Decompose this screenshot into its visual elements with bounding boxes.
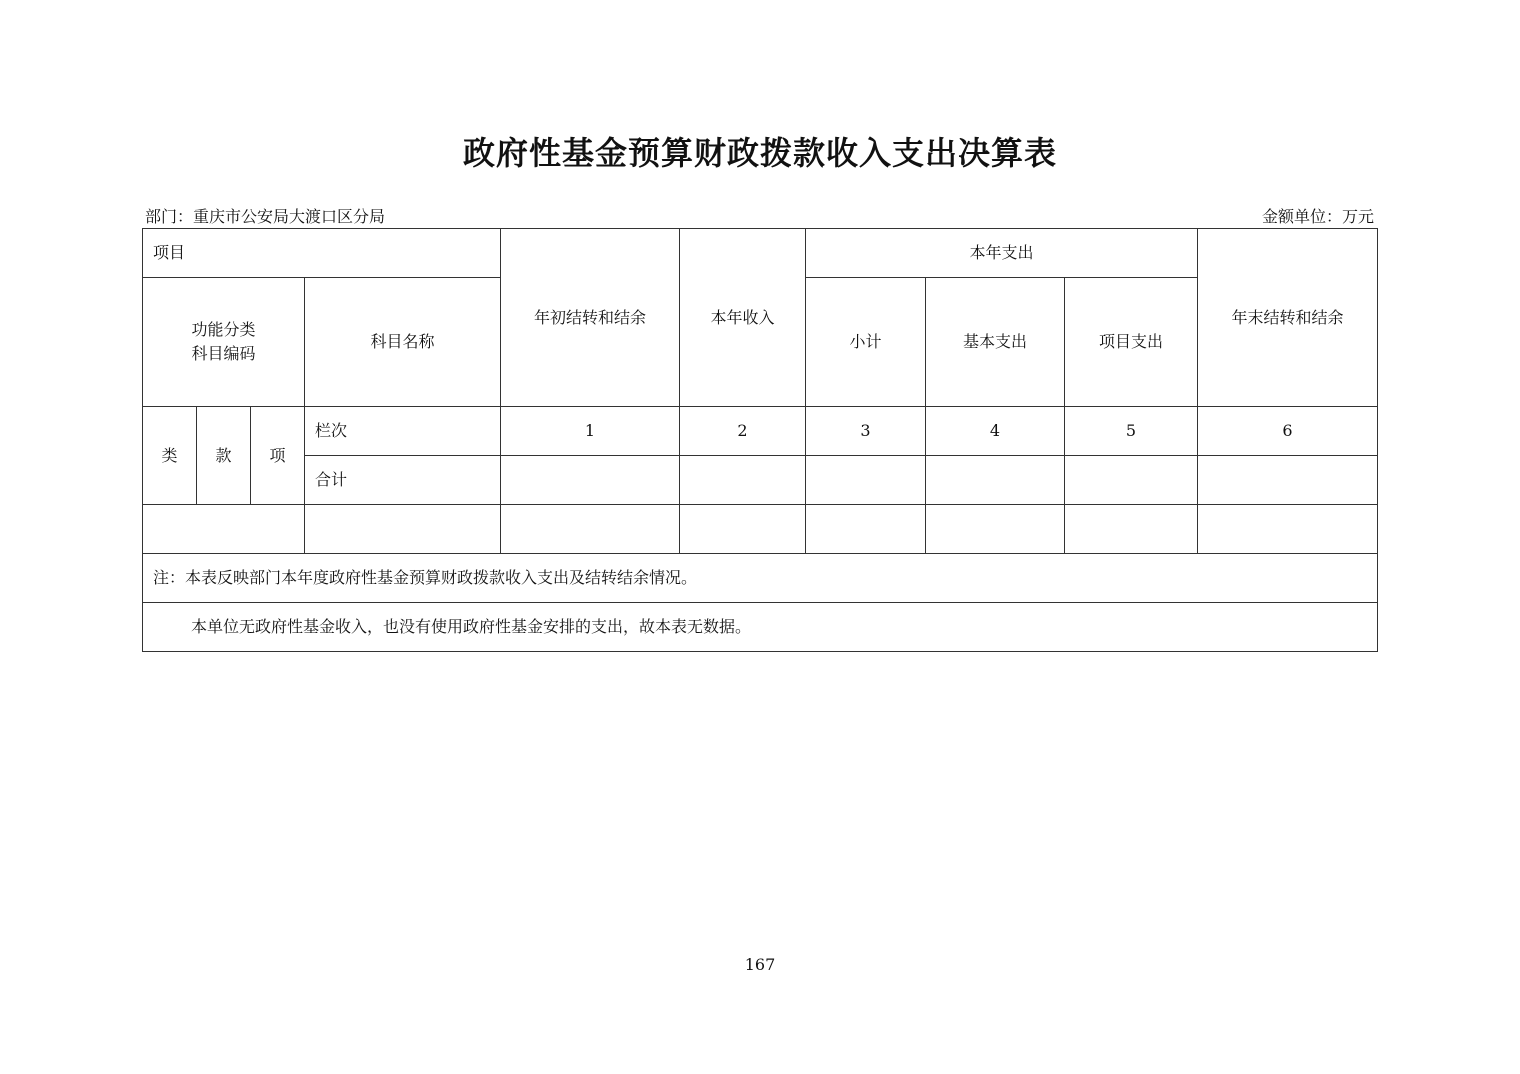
column-number: 3 [806,407,926,456]
header-item: 项 [251,407,305,505]
empty-cell [680,505,806,554]
column-number: 6 [1198,407,1378,456]
page-number: 167 [744,955,776,974]
header-function-code-line1: 功能分类 [191,320,256,339]
empty-cell [1065,505,1198,554]
unit-label: 金额单位：万元 [1261,207,1374,226]
empty-cell [305,505,501,554]
column-number: 1 [501,407,680,456]
department-label: 部门：重庆市公安局大渡口区分局 [145,207,386,226]
empty-cell [501,505,680,554]
total-cell [806,456,926,505]
total-cell [1198,456,1378,505]
empty-cell [926,505,1065,554]
empty-cell [806,505,926,554]
table-remark: 本单位无政府性基金收入，也没有使用政府性基金安排的支出，故本表无数据。 [143,603,1378,652]
empty-cell [143,505,305,554]
header-section: 款 [197,407,251,505]
empty-cell [1198,505,1378,554]
header-class: 类 [143,407,197,505]
column-number: 2 [680,407,806,456]
page-title: 政府性基金预算财政拨款收入支出决算表 [462,134,1057,172]
header-function-code-line2: 科目编码 [191,344,256,363]
column-number: 4 [926,407,1065,456]
table-row [143,505,1378,554]
table-note: 注：本表反映部门本年度政府性基金预算财政拨款收入支出及结转结余情况。 [143,554,1378,603]
header-project-expense: 项目支出 [1065,278,1198,407]
header-subject-name: 科目名称 [305,278,501,407]
total-cell [501,456,680,505]
header-project: 项目 [143,229,501,278]
header-current-income: 本年收入 [680,229,806,407]
column-index-label: 栏次 [305,407,501,456]
header-current-expense: 本年支出 [806,229,1198,278]
column-number: 5 [1065,407,1198,456]
header-basic-expense: 基本支出 [926,278,1065,407]
header-subtotal: 小计 [806,278,926,407]
header-opening-balance: 年初结转和结余 [501,229,680,407]
header-function-code [143,278,305,407]
total-cell [680,456,806,505]
total-label: 合计 [305,456,501,505]
budget-table [142,228,1378,652]
header-closing-balance: 年末结转和结余 [1198,229,1378,407]
total-cell [926,456,1065,505]
total-cell [1065,456,1198,505]
